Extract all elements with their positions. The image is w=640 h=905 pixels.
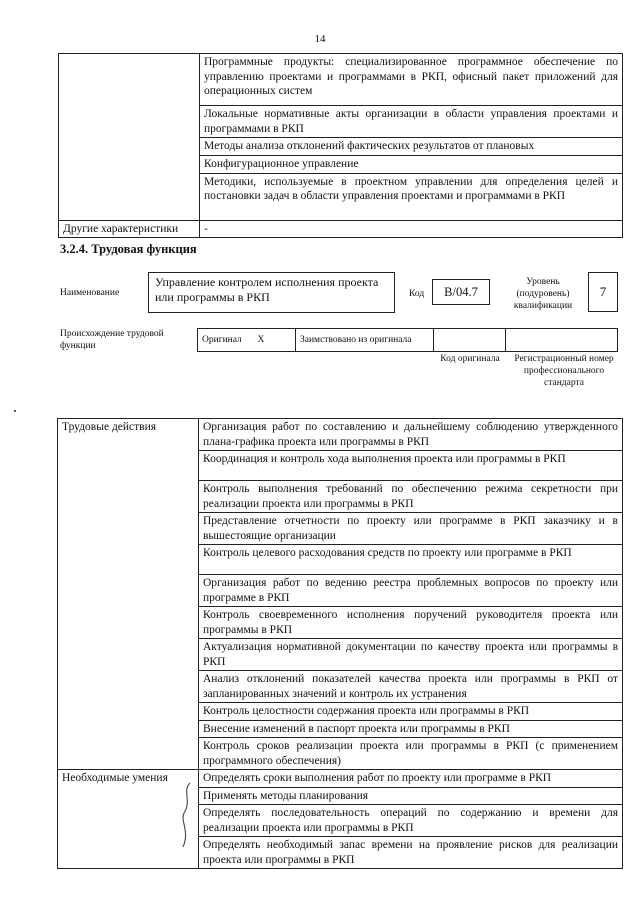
list-item: Методики, используемые в проектном управлении для определения целей и постановки задач в области управления проектами и программами в РКП [200, 173, 623, 220]
qualification-level-box: 7 [588, 272, 618, 312]
code-original-label: Код оригинала [440, 354, 500, 364]
reg-number-cell [506, 329, 618, 352]
table-row [58, 419, 623, 451]
list-item: Организация работ по составлению и дальнейшему соблюдению утвержденного плана-графика проекта или программы в РКП [199, 419, 623, 451]
list-item: Контроль целостности содержания проекта или программы в РКП [199, 703, 623, 721]
list-item: Внесение изменений в паспорт проекта или программы в РКП [199, 720, 623, 738]
original-label: Оригинал [198, 329, 254, 352]
name-label: Наименование [60, 288, 120, 298]
code-original-cell [434, 329, 506, 352]
origin-label: Происхождение трудовой функции [60, 329, 164, 351]
table-row [198, 329, 618, 352]
list-item: Определять сроки выполнения работ по проекту или программе в РКП [199, 770, 623, 788]
knowledge-table [58, 53, 623, 238]
list-item: Контроль целевого расходования средств по проекту или программе в РКП [199, 545, 623, 575]
qualification-level-label: Уровень (подуровень) квалификации [513, 277, 573, 311]
list-item: Локальные нормативные акты организации в области управления проектами и программами в РКП [200, 106, 623, 138]
list-item: Программные продукты: специализированное программное обеспечение по управлению проектами и программами в РКП, офисный пакет приложений для операционных систем [200, 54, 623, 106]
origin-table [197, 328, 618, 352]
margin-pencil-mark [180, 781, 192, 849]
table-row [59, 220, 623, 238]
list-item: Актуализация нормативной документации по качеству проекта или программы в РКП [199, 639, 623, 671]
page-number: 14 [314, 33, 326, 45]
labor-actions-table [57, 418, 623, 869]
reg-number-label: Регистрационный номер профессионального стандарта [514, 354, 614, 388]
list-item: Определять необходимый запас времени на проявление рисков для реализации проекта или программы в РКП [199, 837, 623, 869]
scan-speck [14, 410, 16, 412]
other-characteristics-value: - [200, 220, 623, 238]
code-value-box: B/04.7 [432, 279, 490, 305]
list-item: Контроль сроков реализации проекта или программы в РКП (с применением программного обеспечения) [199, 738, 623, 770]
list-item: Методы анализа отклонений фактических результатов от плановых [200, 138, 623, 156]
label-cell-empty [59, 54, 200, 221]
list-item: Анализ отклонений показателей качества проекта или программы в РКП от запланированных значений и контроль их устранения [199, 671, 623, 703]
required-skills-label: Необходимые умения [58, 770, 199, 869]
labor-actions-label: Трудовые действия [58, 419, 199, 770]
table-row [59, 54, 623, 106]
list-item: Конфигурационное управление [200, 156, 623, 174]
list-item: Определять последовательность операций по содержанию и времени для реализации проекта или программы в РКП [199, 805, 623, 837]
list-item: Контроль своевременного исполнения поручений руководителя проекта или программы в РКП [199, 607, 623, 639]
list-item: Применять методы планирования [199, 787, 623, 805]
section-heading: 3.2.4. Трудовая функция [60, 242, 197, 256]
original-mark: X [254, 329, 296, 352]
function-name-box: Управление контролем исполнения проекта или программы в РКП [148, 272, 395, 313]
other-characteristics-label: Другие характеристики [59, 220, 200, 238]
list-item: Координация и контроль хода выполнения проекта или программы в РКП [199, 451, 623, 481]
borrowed-label: Заимствовано из оригинала [296, 329, 434, 352]
list-item: Организация работ по ведению реестра проблемных вопросов по проекту или программе в РКП [199, 575, 623, 607]
code-label: Код [409, 289, 425, 299]
list-item: Представление отчетности по проекту или программе в РКП заказчику и в вышестоящие организации [199, 513, 623, 545]
table-row [58, 770, 623, 788]
list-item: Контроль выполнения требований по обеспечению режима секретности при реализации проекта или программы в РКП [199, 481, 623, 513]
